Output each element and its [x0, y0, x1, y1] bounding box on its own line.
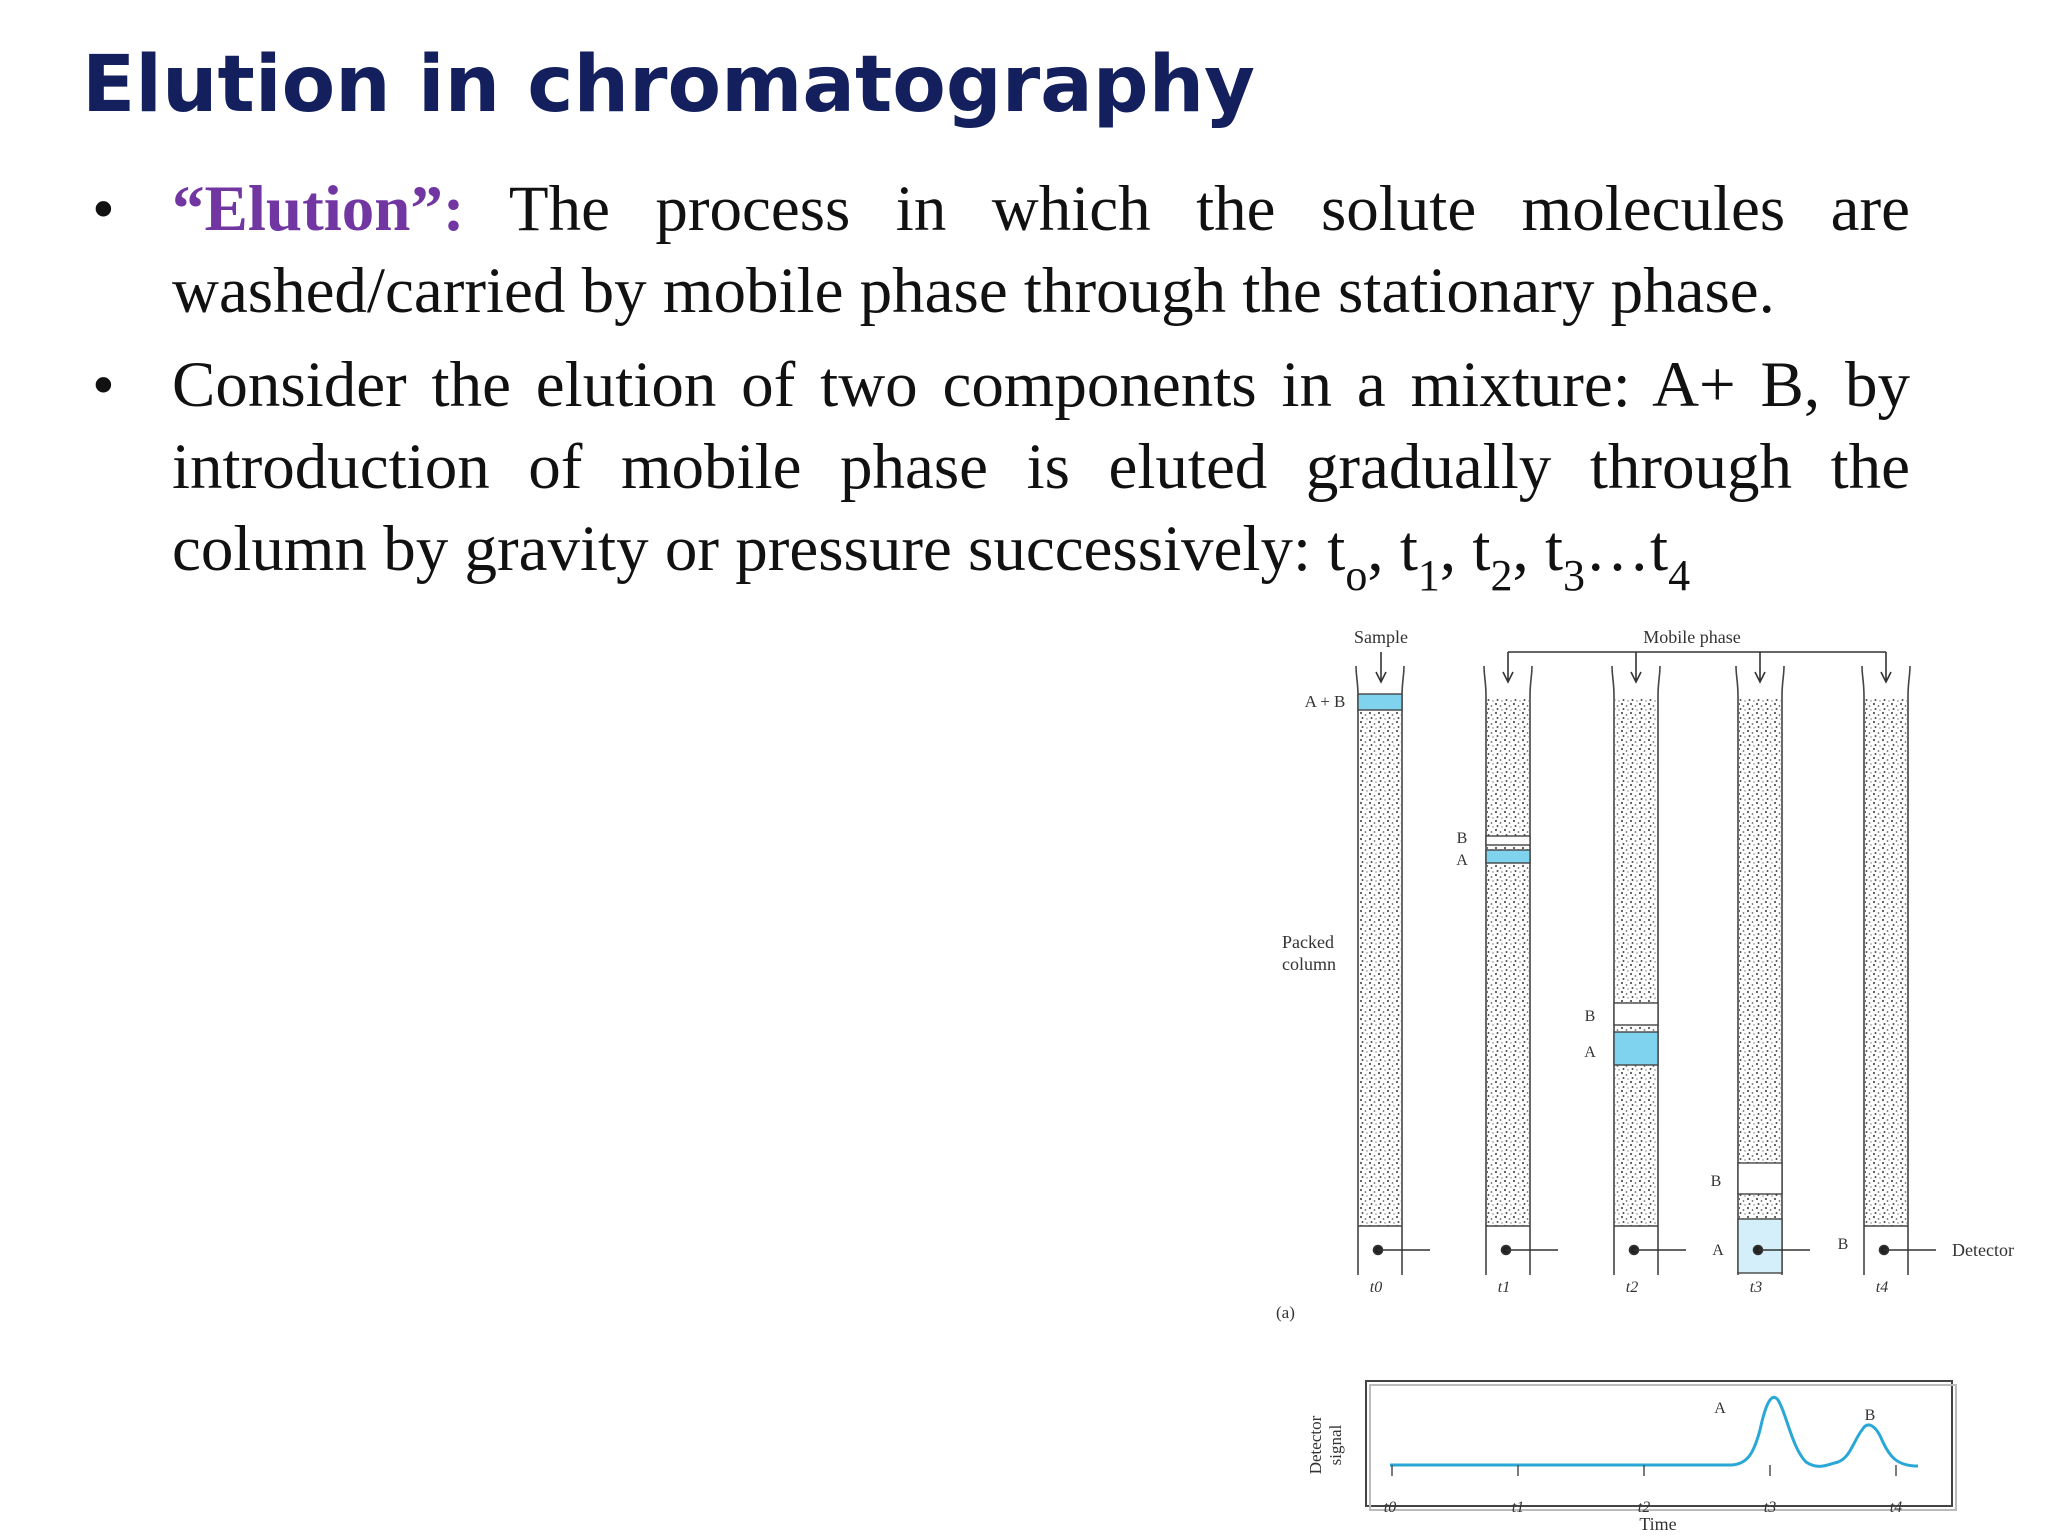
bullet-2-line-3: column by gravity or pressure successively: $t_o$, $t_1$, $t_2$, $t_3\dots t_4$ [172, 513, 1691, 600]
bullet-2-line-2: introduction of mobile phase is eluted gradually through the [172, 431, 1910, 503]
elution-term: “Elution”: [172, 173, 465, 245]
label-a-t3: A [1712, 1242, 1724, 1259]
band-b-t2 [1614, 1003, 1658, 1025]
plot-tick-t1: t1 [1511, 1499, 1525, 1516]
label-b-t1: B [1456, 830, 1468, 847]
detector-label: Detector [1952, 1240, 2014, 1260]
band-a-t1 [1486, 850, 1530, 863]
peak-label-b: B [1864, 1407, 1876, 1424]
time-label-t3: t3 [1749, 1279, 1763, 1296]
mobile-phase-arrows [1503, 652, 1891, 682]
plot-tick-t0: t0 [1383, 1499, 1397, 1516]
time-label-t1: t1 [1497, 1279, 1511, 1296]
mobile-phase-label: Mobile phase [1643, 627, 1741, 647]
band-b-t1 [1486, 836, 1530, 845]
packing-t0 [1359, 710, 1401, 1226]
plot-ylabel [1306, 1415, 1345, 1474]
detectors [1374, 1246, 1937, 1255]
packing-t3 [1739, 698, 1781, 1226]
label-b-t3: B [1710, 1173, 1722, 1190]
sample-label: Sample [1354, 627, 1408, 647]
plot-xlabel: Time [1639, 1514, 1677, 1534]
slide-title: Elution in chromatography [82, 40, 1256, 130]
a-plus-b-label: A + B [1304, 692, 1346, 711]
time-label-t2: t2 [1625, 1279, 1639, 1296]
bullet-dot: • [92, 173, 115, 245]
bullet-1-line-1: “Elution”: The process in which the solute molecules are [172, 173, 1910, 245]
packed-label-line-2: column [1282, 954, 1336, 974]
panel-label: (a) [1276, 1303, 1295, 1322]
label-a-t2: A [1584, 1044, 1596, 1061]
plot-tick-t2: t2 [1637, 1499, 1651, 1516]
bullet-2-line-1: Consider the elution of two components in a mixture: A+ B, by [172, 349, 1910, 421]
packing-t4 [1865, 698, 1907, 1226]
time-label-t4: t4 [1875, 1279, 1889, 1296]
plot-ylabel-line-2: signal [1326, 1424, 1345, 1466]
plot-tick-t3: t3 [1763, 1499, 1777, 1516]
column-time-labels [1370, 1279, 1888, 1296]
peak-label-a: A [1714, 1400, 1726, 1417]
band-b-t3 [1738, 1163, 1782, 1194]
label-b-t2: B [1584, 1008, 1596, 1025]
plot-ylabel-line-1: Detector [1306, 1415, 1325, 1475]
plot-frame [1366, 1381, 1952, 1506]
label-a-t1: A [1456, 852, 1468, 869]
band-a-t2 [1614, 1032, 1658, 1065]
packing-t2 [1615, 698, 1657, 1226]
label-b-t4: B [1837, 1236, 1849, 1253]
bullet-dot: • [92, 349, 115, 421]
packing-t1 [1487, 698, 1529, 1226]
band-a-plus-b-t0 [1358, 694, 1402, 710]
packed-label-line-1: Packed [1282, 932, 1334, 952]
plot-tick-t4: t4 [1889, 1499, 1903, 1516]
time-label-t0: t0 [1369, 1279, 1383, 1296]
bullet-1-line-2: washed/carried by mobile phase through the stationary phase. [172, 255, 1775, 327]
